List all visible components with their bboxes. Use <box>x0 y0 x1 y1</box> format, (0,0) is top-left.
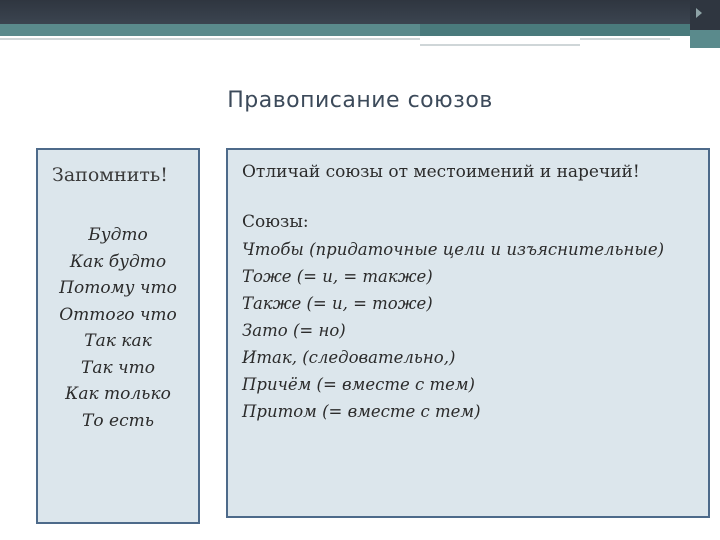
list-item: Так как <box>84 331 152 351</box>
list-item: Причём (= вместе с тем) <box>242 375 475 394</box>
remember-list <box>38 222 198 434</box>
remember-heading: Запомнить! <box>52 164 168 186</box>
header-accent-band <box>0 24 720 36</box>
list-item: Итак, (следовательно,) <box>242 348 456 367</box>
divider-line <box>0 38 420 40</box>
triangle-icon <box>696 8 702 18</box>
list-item: Зато (= но) <box>242 321 346 340</box>
list-item: Будто <box>88 225 148 245</box>
list-item: Оттого что <box>59 304 177 325</box>
list-item: Как будто <box>69 251 167 272</box>
corner-accent <box>690 30 720 48</box>
distinguish-heading: Отличай союзы от местоимений и наречий! <box>242 162 640 182</box>
conjunctions-panel <box>226 148 710 518</box>
divider-line <box>580 38 670 40</box>
list-item: Как только <box>65 384 171 404</box>
divider-line <box>420 44 580 46</box>
remember-panel <box>36 148 200 524</box>
conjunctions-list <box>242 236 664 425</box>
list-item: Притом (= вместе с тем) <box>242 402 481 421</box>
header-bar <box>0 0 720 24</box>
list-item: То есть <box>82 410 154 431</box>
list-item: Тоже (= и, = также) <box>242 267 433 286</box>
list-item: Так что <box>81 357 155 378</box>
list-item: Потому что <box>59 278 177 298</box>
slide-title: Правописание союзов <box>227 88 493 113</box>
list-item: Чтобы (придаточные цели и изъяснительные) <box>242 240 665 259</box>
accent-segment <box>420 24 690 36</box>
conjunctions-subheading: Союзы: <box>242 212 309 232</box>
list-item: Также (= и, = тоже) <box>242 294 433 313</box>
